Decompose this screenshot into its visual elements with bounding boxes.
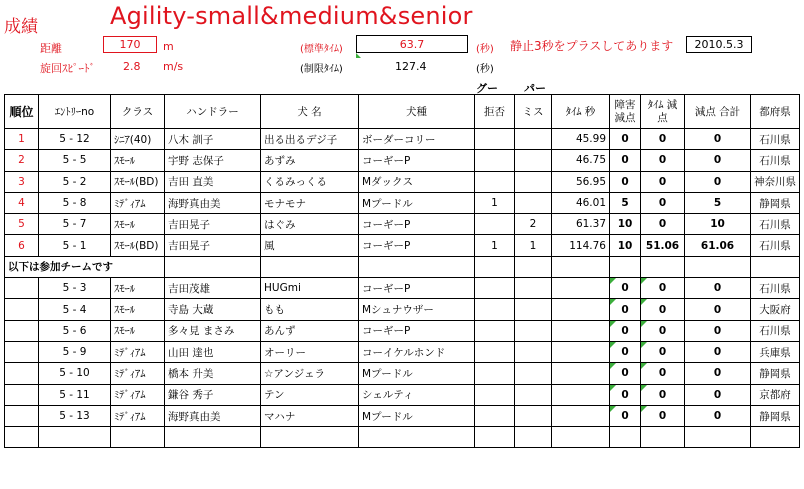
prefecture-cell[interactable]: 石川県 <box>751 150 800 171</box>
dog-name-cell[interactable]: あんず <box>261 320 359 341</box>
time-penalty-cell[interactable]: 0 <box>641 278 685 299</box>
entry-cell[interactable]: 5 - 13 <box>39 405 111 426</box>
obstacle-penalty-cell[interactable]: 0 <box>610 171 641 192</box>
entry-cell[interactable]: 5 - 1 <box>39 235 111 256</box>
rank-cell[interactable]: 1 <box>5 129 39 150</box>
col-header-entry: ｴﾝﾄﾘｰno <box>39 95 111 129</box>
empty-cell[interactable] <box>515 299 552 320</box>
speed-label: 旋回ｽﾋﾟｰﾄﾞ <box>40 62 95 75</box>
cell-comment-marker-icon <box>641 278 647 284</box>
dog-name-cell[interactable]: はぐみ <box>261 214 359 235</box>
obstacle-penalty-cell[interactable]: 0 <box>610 129 641 150</box>
col-header-dog: 犬 名 <box>261 95 359 129</box>
table-row <box>5 171 800 192</box>
class-cell[interactable]: ｽﾓｰﾙ <box>111 278 165 299</box>
total-penalty-cell[interactable]: 0 <box>685 278 751 299</box>
time-cell[interactable]: 45.99 <box>552 129 610 150</box>
table-header-row <box>5 95 800 129</box>
empty-cell[interactable] <box>5 363 39 384</box>
class-cell[interactable]: ｽﾓｰﾙ <box>111 214 165 235</box>
col-header-class: クラス <box>111 95 165 129</box>
obstacle-penalty-cell[interactable]: 0 <box>610 320 641 341</box>
table-row <box>5 384 800 405</box>
time-penalty-cell[interactable]: 51.06 <box>641 235 685 256</box>
empty-cell[interactable] <box>5 384 39 405</box>
cell-comment-marker-icon <box>641 363 647 369</box>
empty-cell[interactable] <box>5 341 39 362</box>
table-row <box>5 363 800 384</box>
breed-cell[interactable]: ボーダーコリー <box>359 129 475 150</box>
entry-cell[interactable]: 5 - 7 <box>39 214 111 235</box>
empty-cell[interactable] <box>552 320 610 341</box>
standard-time-value: 63.7 <box>399 37 425 51</box>
table-row <box>5 320 800 341</box>
col-header-obstacle-penalty: 障害減点 <box>610 95 641 129</box>
group-label-paa: パー <box>524 82 546 95</box>
table-row <box>5 341 800 362</box>
table-row <box>5 129 800 150</box>
empty-cell[interactable] <box>515 384 552 405</box>
standard-time-label: (標準ﾀｲﾑ) <box>300 44 343 55</box>
obstacle-penalty-cell[interactable]: 0 <box>610 384 641 405</box>
distance-value-cell[interactable] <box>103 36 157 53</box>
col-header-rank: 順位 <box>5 95 39 129</box>
prefecture-cell[interactable]: 静岡県 <box>751 363 800 384</box>
table-row <box>5 192 800 213</box>
dog-name-cell[interactable]: くるみっくる <box>261 171 359 192</box>
time-penalty-cell[interactable]: 0 <box>641 363 685 384</box>
table-row <box>5 299 800 320</box>
obstacle-penalty-cell[interactable]: 0 <box>610 341 641 362</box>
date-value: 2010.5.3 <box>694 38 744 51</box>
dog-name-cell[interactable]: HUGmi <box>261 278 359 299</box>
dog-name-cell[interactable]: マハナ <box>261 405 359 426</box>
distance-unit: m <box>163 40 174 53</box>
time-cell[interactable]: 56.95 <box>552 171 610 192</box>
refusal-cell[interactable]: 1 <box>475 235 515 256</box>
group-label-goo: グー <box>476 82 498 95</box>
handler-cell[interactable]: 吉田茂雄 <box>165 278 261 299</box>
date-cell[interactable] <box>686 36 752 53</box>
time-penalty-cell[interactable]: 0 <box>641 171 685 192</box>
refusal-cell[interactable] <box>475 129 515 150</box>
page-title: Agility-small&medium&senior <box>110 2 473 30</box>
prefecture-cell[interactable]: 石川県 <box>751 320 800 341</box>
col-header-handler: ハンドラー <box>165 95 261 129</box>
time-penalty-cell[interactable]: 0 <box>641 405 685 426</box>
col-header-time-penalty: ﾀｲﾑ 減点 <box>641 95 685 129</box>
distance-value: 170 <box>119 38 141 51</box>
handler-cell[interactable]: 吉田晃子 <box>165 214 261 235</box>
col-header-prefecture: 都府県 <box>751 95 800 129</box>
class-cell[interactable]: ｽﾓｰﾙ <box>111 299 165 320</box>
empty-cell[interactable] <box>515 278 552 299</box>
col-header-refusal: 拒否 <box>475 95 515 129</box>
obstacle-penalty-cell[interactable]: 0 <box>610 405 641 426</box>
cell-comment-marker-icon <box>610 363 616 369</box>
results-table <box>4 94 800 448</box>
empty-cell[interactable] <box>5 405 39 426</box>
handler-cell[interactable]: 海野真由美 <box>165 192 261 213</box>
miss-cell[interactable] <box>515 192 552 213</box>
class-cell[interactable]: ﾐﾃﾞｨｱﾑ <box>111 405 165 426</box>
obstacle-penalty-cell[interactable]: 0 <box>610 299 641 320</box>
table-row <box>5 150 800 171</box>
class-cell[interactable]: ｽﾓｰﾙ <box>111 150 165 171</box>
entry-cell[interactable]: 5 - 12 <box>39 129 111 150</box>
rank-cell[interactable]: 4 <box>5 192 39 213</box>
time-penalty-cell[interactable]: 0 <box>641 192 685 213</box>
entry-cell[interactable]: 5 - 6 <box>39 320 111 341</box>
empty-cell[interactable] <box>5 320 39 341</box>
total-penalty-cell[interactable]: 0 <box>685 405 751 426</box>
obstacle-penalty-cell[interactable]: 0 <box>610 363 641 384</box>
breed-cell[interactable]: コーギーP <box>359 214 475 235</box>
breed-cell[interactable]: Mシュナウザー <box>359 299 475 320</box>
empty-cell[interactable] <box>475 384 515 405</box>
handler-cell[interactable]: 寺島 大蔵 <box>165 299 261 320</box>
class-cell[interactable]: ﾐﾃﾞｨｱﾑ <box>111 192 165 213</box>
cell-comment-marker-icon <box>356 53 361 58</box>
miss-cell[interactable] <box>515 129 552 150</box>
standard-time-cell[interactable] <box>356 35 468 53</box>
col-header-total-penalty: 減点 合計 <box>685 95 751 129</box>
cell-comment-marker-icon <box>641 321 647 327</box>
total-penalty-cell[interactable]: 10 <box>685 214 751 235</box>
dog-name-cell[interactable]: 風 <box>261 235 359 256</box>
time-cell[interactable]: 114.76 <box>552 235 610 256</box>
class-cell[interactable]: ｽﾓｰﾙ <box>111 320 165 341</box>
empty-cell[interactable] <box>475 278 515 299</box>
obstacle-penalty-cell[interactable]: 5 <box>610 192 641 213</box>
cell-comment-marker-icon <box>641 299 647 305</box>
prefecture-cell[interactable]: 兵庫県 <box>751 341 800 362</box>
time-penalty-cell[interactable]: 0 <box>641 150 685 171</box>
empty-cell[interactable] <box>475 405 515 426</box>
refusal-cell[interactable]: 1 <box>475 192 515 213</box>
obstacle-penalty-cell[interactable]: 10 <box>610 214 641 235</box>
cell-comment-marker-icon <box>610 321 616 327</box>
time-cell[interactable]: 46.01 <box>552 192 610 213</box>
table-row-empty <box>5 427 800 448</box>
time-penalty-cell[interactable]: 0 <box>641 214 685 235</box>
dog-name-cell[interactable]: あずみ <box>261 150 359 171</box>
empty-cell[interactable] <box>475 299 515 320</box>
cell-comment-marker-icon <box>610 278 616 284</box>
total-penalty-cell[interactable]: 0 <box>685 299 751 320</box>
class-cell[interactable]: ﾐﾃﾞｨｱﾑ <box>111 384 165 405</box>
section-title: 成績 <box>4 17 38 37</box>
cell-comment-marker-icon <box>641 385 647 391</box>
rank-cell[interactable]: 2 <box>5 150 39 171</box>
handler-cell[interactable]: 鎌谷 秀子 <box>165 384 261 405</box>
distance-label: 距離 <box>40 42 62 55</box>
breed-cell[interactable]: コーギーP <box>359 150 475 171</box>
cell-comment-marker-icon <box>641 342 647 348</box>
col-header-time: ﾀｲﾑ 秒 <box>552 95 610 129</box>
breed-cell[interactable]: Mプードル <box>359 363 475 384</box>
standard-time-unit: (秒) <box>476 44 494 55</box>
table-row <box>5 278 800 299</box>
breed-cell[interactable]: コーギーP <box>359 235 475 256</box>
dog-name-cell[interactable]: テン <box>261 384 359 405</box>
empty-cell[interactable] <box>5 299 39 320</box>
empty-cell[interactable] <box>515 341 552 362</box>
prefecture-cell[interactable]: 石川県 <box>751 278 800 299</box>
table-row <box>5 214 800 235</box>
handler-cell[interactable]: 海野真由美 <box>165 405 261 426</box>
handler-cell[interactable]: 宇野 志保子 <box>165 150 261 171</box>
empty-cell[interactable] <box>515 320 552 341</box>
total-penalty-cell[interactable]: 61.06 <box>685 235 751 256</box>
refusal-cell[interactable] <box>475 150 515 171</box>
class-cell[interactable]: ｽﾓｰﾙ(BD) <box>111 171 165 192</box>
time-cell[interactable]: 61.37 <box>552 214 610 235</box>
empty-cell[interactable] <box>552 405 610 426</box>
prefecture-cell[interactable]: 石川県 <box>751 129 800 150</box>
prefecture-cell[interactable]: 石川県 <box>751 235 800 256</box>
breed-cell[interactable]: コーギーP <box>359 278 475 299</box>
class-cell[interactable]: ｽﾓｰﾙ(BD) <box>111 235 165 256</box>
entry-cell[interactable]: 5 - 3 <box>39 278 111 299</box>
table-row <box>5 235 800 256</box>
empty-cell[interactable] <box>552 341 610 362</box>
obstacle-penalty-cell[interactable]: 10 <box>610 235 641 256</box>
dog-name-cell[interactable]: モナモナ <box>261 192 359 213</box>
section-label: 以下は参加チームです <box>5 256 165 277</box>
refusal-cell[interactable] <box>475 171 515 192</box>
total-penalty-cell[interactable]: 0 <box>685 171 751 192</box>
handler-cell[interactable]: 多々見 まさみ <box>165 320 261 341</box>
dog-name-cell[interactable]: 出る出るデジ子 <box>261 129 359 150</box>
time-penalty-cell[interactable]: 0 <box>641 299 685 320</box>
empty-cell[interactable] <box>552 363 610 384</box>
class-cell[interactable]: ﾐﾃﾞｨｱﾑ <box>111 341 165 362</box>
cell-comment-marker-icon <box>610 385 616 391</box>
empty-cell[interactable] <box>5 278 39 299</box>
speed-unit: m/s <box>163 60 184 73</box>
breed-cell[interactable]: コーギーP <box>359 320 475 341</box>
prefecture-cell[interactable]: 神奈川県 <box>751 171 800 192</box>
breed-cell[interactable]: コーイケルホンド <box>359 341 475 362</box>
obstacle-penalty-cell[interactable]: 0 <box>610 150 641 171</box>
class-cell[interactable]: ﾐﾃﾞｨｱﾑ <box>111 363 165 384</box>
limit-time-unit: (秒) <box>476 64 494 75</box>
refusal-cell[interactable] <box>475 214 515 235</box>
empty-cell[interactable] <box>475 363 515 384</box>
empty-cell[interactable] <box>552 299 610 320</box>
miss-cell[interactable]: 1 <box>515 235 552 256</box>
entry-cell[interactable]: 5 - 8 <box>39 192 111 213</box>
empty-cell[interactable] <box>515 363 552 384</box>
time-cell[interactable]: 46.75 <box>552 150 610 171</box>
prefecture-cell[interactable]: 石川県 <box>751 214 800 235</box>
note-text: 静止3秒をプラスしてあります <box>510 39 674 53</box>
col-header-miss: ミス <box>515 95 552 129</box>
table-row <box>5 405 800 426</box>
entry-cell[interactable]: 5 - 9 <box>39 341 111 362</box>
entry-cell[interactable]: 5 - 4 <box>39 299 111 320</box>
prefecture-cell[interactable]: 静岡県 <box>751 405 800 426</box>
total-penalty-cell[interactable]: 0 <box>685 363 751 384</box>
time-penalty-cell[interactable]: 0 <box>641 341 685 362</box>
entry-cell[interactable]: 5 - 11 <box>39 384 111 405</box>
prefecture-cell[interactable]: 静岡県 <box>751 192 800 213</box>
total-penalty-cell[interactable]: 0 <box>685 320 751 341</box>
handler-cell[interactable]: 八木 訓子 <box>165 129 261 150</box>
total-penalty-cell[interactable]: 0 <box>685 384 751 405</box>
dog-name-cell[interactable]: もも <box>261 299 359 320</box>
section-row <box>5 256 800 277</box>
empty-cell[interactable] <box>515 405 552 426</box>
entry-cell[interactable]: 5 - 2 <box>39 171 111 192</box>
rank-cell[interactable]: 6 <box>5 235 39 256</box>
rank-cell[interactable]: 3 <box>5 171 39 192</box>
total-penalty-cell[interactable]: 0 <box>685 150 751 171</box>
prefecture-cell[interactable]: 京都府 <box>751 384 800 405</box>
empty-cell[interactable] <box>475 320 515 341</box>
time-penalty-cell[interactable]: 0 <box>641 320 685 341</box>
cell-comment-marker-icon <box>610 342 616 348</box>
handler-cell[interactable]: 吉田晃子 <box>165 235 261 256</box>
dog-name-cell[interactable]: ☆アンジェラ <box>261 363 359 384</box>
entry-cell[interactable]: 5 - 10 <box>39 363 111 384</box>
dog-name-cell[interactable]: オーリー <box>261 341 359 362</box>
time-penalty-cell[interactable]: 0 <box>641 129 685 150</box>
limit-time-label: (制限ﾀｲﾑ) <box>300 64 343 75</box>
empty-cell[interactable] <box>552 278 610 299</box>
handler-cell[interactable]: 山田 達也 <box>165 341 261 362</box>
breed-cell[interactable]: Mプードル <box>359 405 475 426</box>
col-header-breed: 犬種 <box>359 95 475 129</box>
cell-comment-marker-icon <box>610 299 616 305</box>
obstacle-penalty-cell[interactable]: 0 <box>610 278 641 299</box>
entry-cell[interactable]: 5 - 5 <box>39 150 111 171</box>
total-penalty-cell[interactable]: 0 <box>685 129 751 150</box>
cell-comment-marker-icon <box>641 406 647 412</box>
rank-cell[interactable]: 5 <box>5 214 39 235</box>
total-penalty-cell[interactable]: 0 <box>685 341 751 362</box>
cell-comment-marker-icon <box>610 406 616 412</box>
time-penalty-cell[interactable]: 0 <box>641 384 685 405</box>
handler-cell[interactable]: 橋本 升美 <box>165 363 261 384</box>
prefecture-cell[interactable]: 大阪府 <box>751 299 800 320</box>
breed-cell[interactable]: Mダックス <box>359 171 475 192</box>
breed-cell[interactable]: Mプードル <box>359 192 475 213</box>
miss-cell[interactable] <box>515 150 552 171</box>
speed-value: 2.8 <box>123 60 141 73</box>
total-penalty-cell[interactable]: 5 <box>685 192 751 213</box>
miss-cell[interactable] <box>515 171 552 192</box>
limit-time-value: 127.4 <box>395 60 427 73</box>
class-cell[interactable]: ｼﾆｱ(40) <box>111 129 165 150</box>
empty-cell[interactable] <box>475 341 515 362</box>
empty-cell[interactable] <box>552 384 610 405</box>
handler-cell[interactable]: 吉田 直美 <box>165 171 261 192</box>
breed-cell[interactable]: シェルティ <box>359 384 475 405</box>
miss-cell[interactable]: 2 <box>515 214 552 235</box>
